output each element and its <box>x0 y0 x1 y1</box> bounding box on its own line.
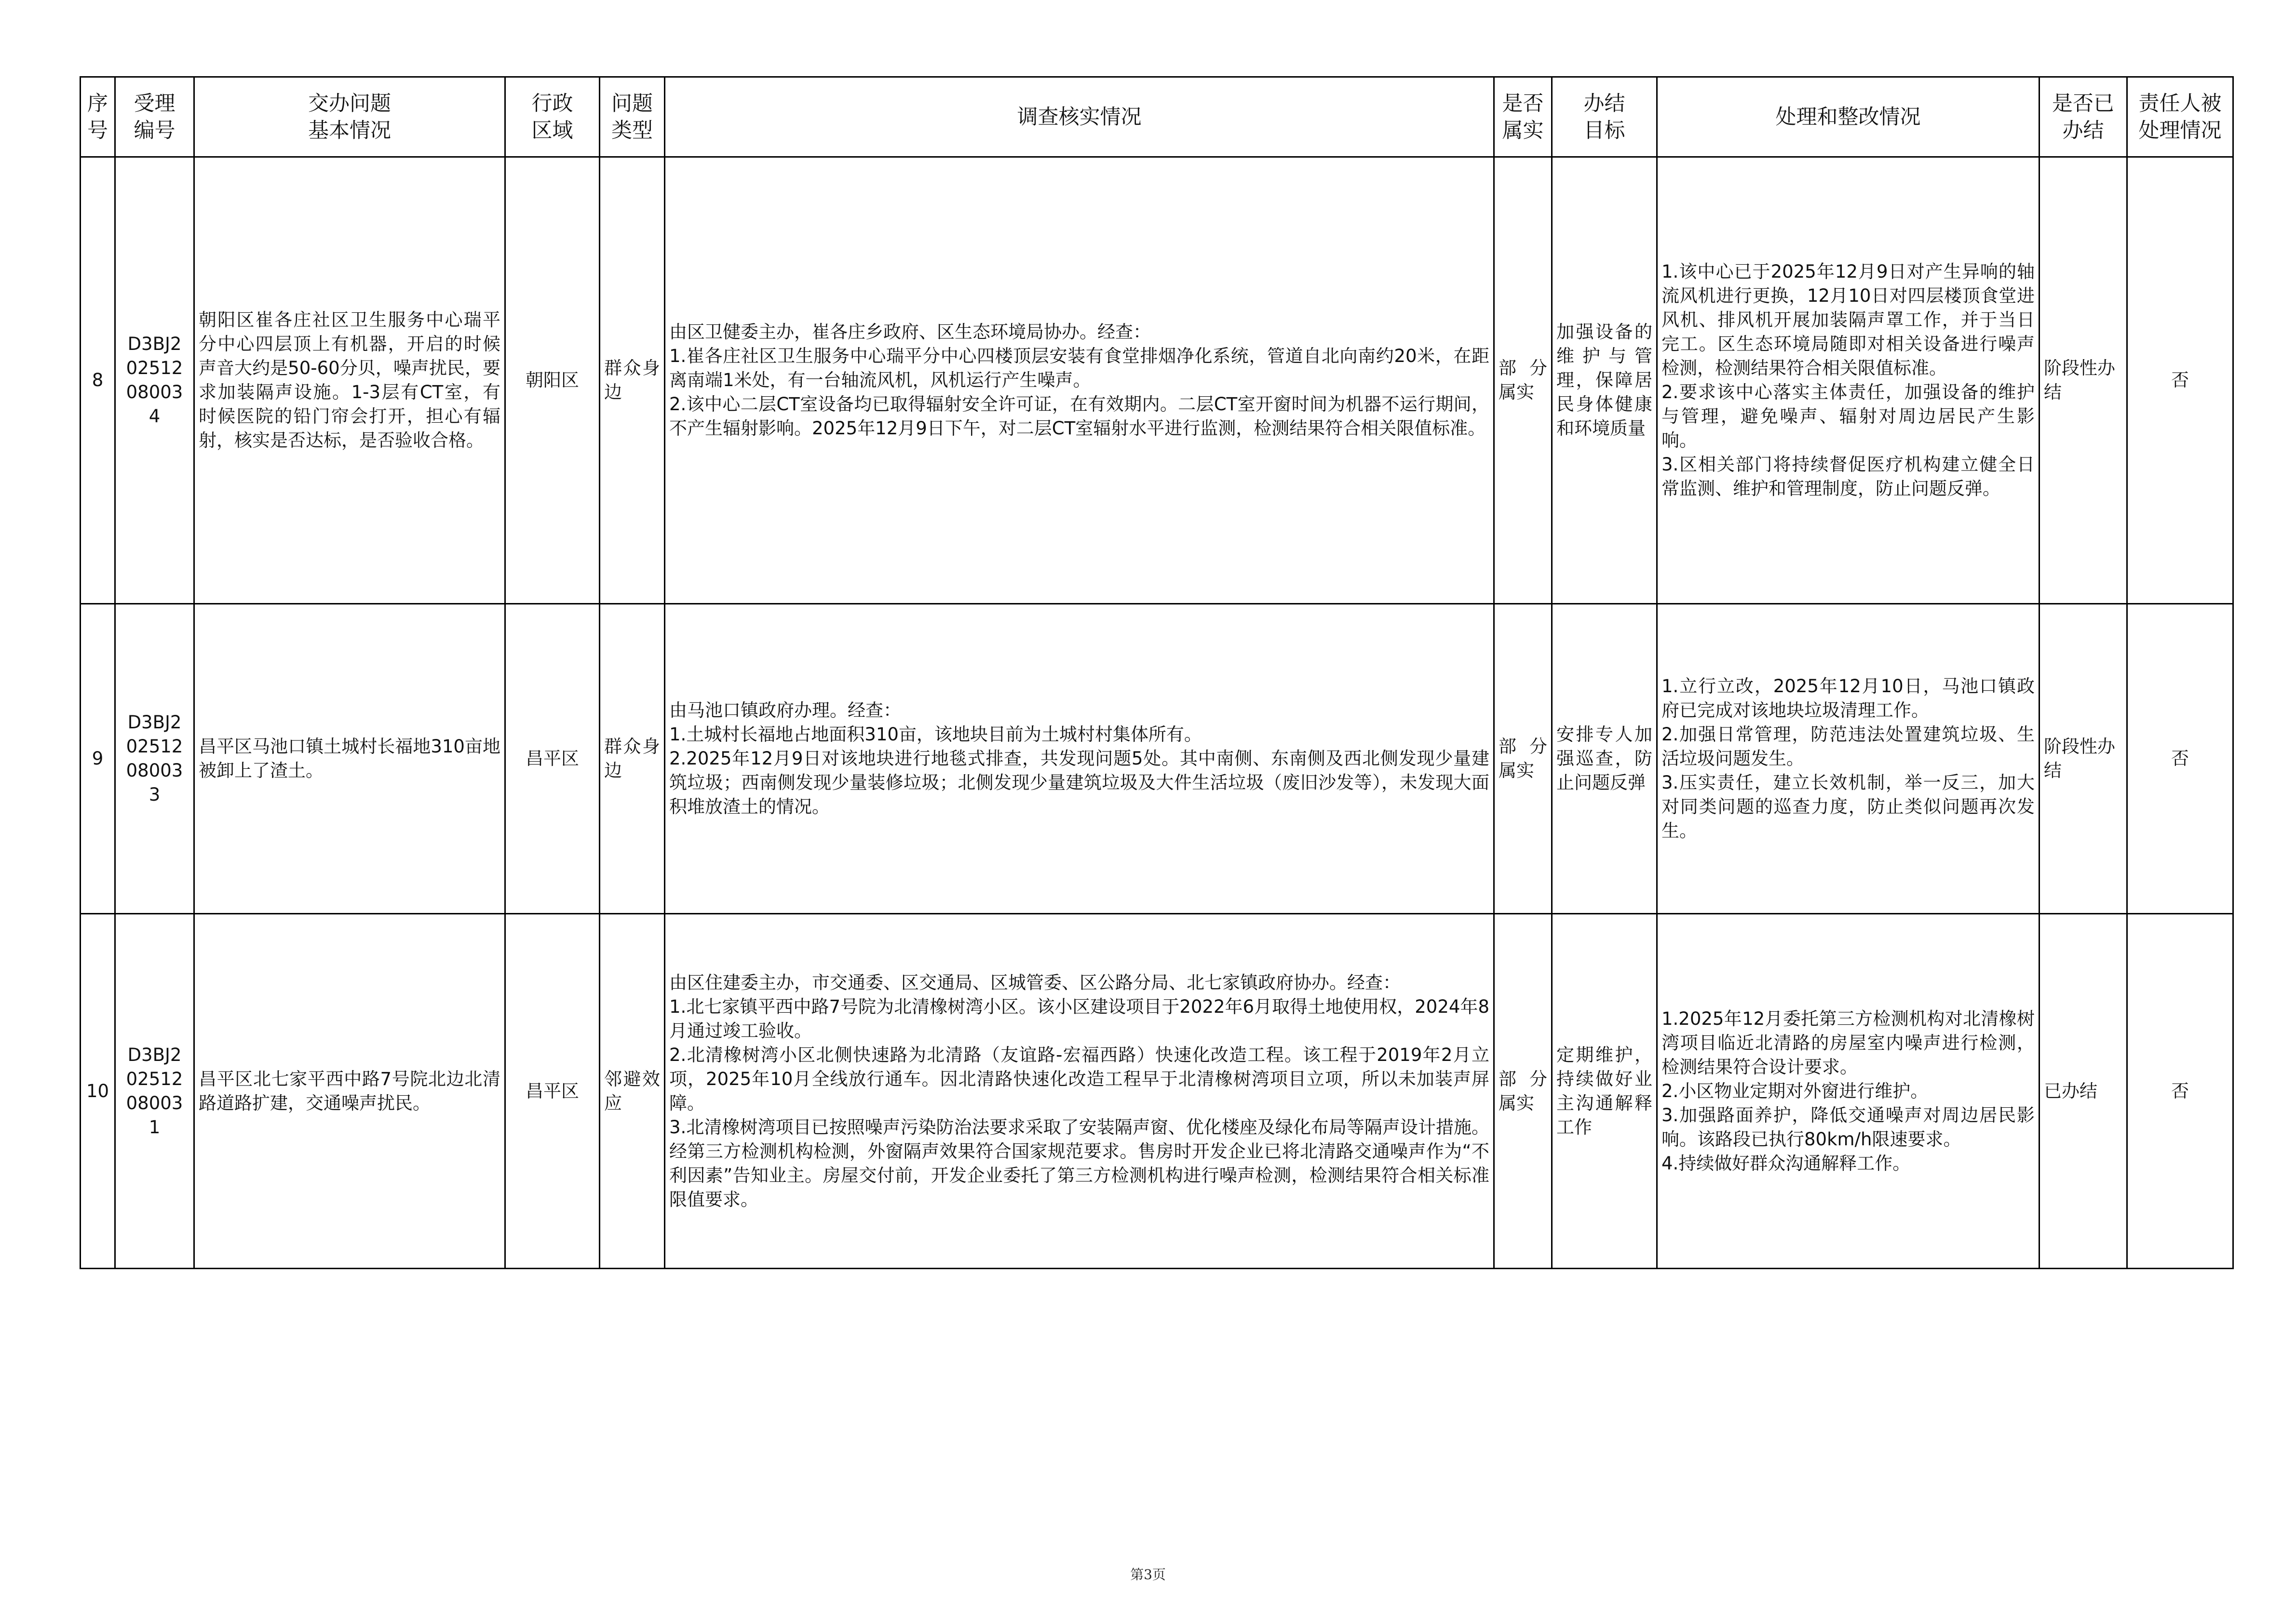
cell-investigation: 由区住建委主办，市交通委、区交通局、区城管委、区公路分局、北七家镇政府协办。经查： 1.北七家镇平西中路7号院为北清橡树湾小区。该小区建设项目于2022年6月取得土地使用权，2024年8月通过竣工验收。 2.北清橡树湾小区北侧快速路为北清路（友谊路-宏福西路）快速化改造工程。该工程于2019年2月立项，2025年10月全线放行通车。因北清路快速化改造工程早于北清橡树湾项目立项，所以未加装声屏障。 3.北清橡树湾项目已按照噪声污染防治法要求采取了安装隔声窗、优化楼座及绿化布局等隔声设计措施。经第三方检测机构检测，外窗隔声效果符合国家规范要求。售房时开发企业已将北清路交通噪声作为“不利因素”告知业主。房屋交付前，开发企业委托了第三方检测机构进行噪声检测，检测结果符合相关标准限值要求。 <box>665 914 1494 1269</box>
table-row <box>81 157 2233 604</box>
cell-closed: 阶段性办结 <box>2039 157 2127 604</box>
header-goal: 办结 目标 <box>1552 77 1657 157</box>
cell-district: 朝阳区 <box>505 157 600 604</box>
cell-penalty: 否 <box>2127 604 2233 914</box>
cell-verified: 部分属实 <box>1494 157 1552 604</box>
cell-handling: 1.该中心已于2025年12月9日对产生异响的轴流风机进行更换，12月10日对四层楼顶食堂进风机、排风机开展加装隔声罩工作，并于当日完工。区生态环境局随即对相关设备进行噪声检测，检测结果符合相关限值标准。 2.要求该中心落实主体责任，加强设备的维护与管理，避免噪声、辐射对周边居民产生影响。 3.区相关部门将持续督促医疗机构建立健全日常监测、维护和管理制度，防止问题反弹。 <box>1657 157 2039 604</box>
header-code: 受理 编号 <box>115 77 194 157</box>
cell-code: D3BJ2 02512 08003 4 <box>115 157 194 604</box>
cell-district: 昌平区 <box>505 914 600 1269</box>
cell-goal: 定期维护，持续做好业主沟通解释工作 <box>1552 914 1657 1269</box>
header-issue: 交办问题 基本情况 <box>194 77 505 157</box>
cell-handling: 1.立行立改，2025年12月10日，马池口镇政府已完成对该地块垃圾清理工作。 2.加强日常管理，防范违法处置建筑垃圾、生活垃圾问题发生。 3.压实责任，建立长效机制，举一反三，加大对同类问题的巡查力度，防止类似问题再次发生。 <box>1657 604 2039 914</box>
cell-penalty: 否 <box>2127 157 2233 604</box>
header-verified: 是否 属实 <box>1494 77 1552 157</box>
cell-issue: 朝阳区崔各庄社区卫生服务中心瑞平分中心四层顶上有机器，开启的时候声音大约是50-60分贝，噪声扰民，要求加装隔声设施。1-3层有CT室，有时候医院的铅门帘会打开，担心有辐射，核实是否达标，是否验收合格。 <box>194 157 505 604</box>
cell-seq: 9 <box>81 604 115 914</box>
supervision-table <box>80 76 2234 1269</box>
cell-goal: 安排专人加强巡查，防止问题反弹 <box>1552 604 1657 914</box>
cell-goal: 加强设备的维护与管理，保障居民身体健康和环境质量 <box>1552 157 1657 604</box>
cell-code: D3BJ2 02512 08003 1 <box>115 914 194 1269</box>
cell-penalty: 否 <box>2127 914 2233 1269</box>
cell-issue: 昌平区马池口镇土城村长福地310亩地被卸上了渣土。 <box>194 604 505 914</box>
header-type: 问题 类型 <box>600 77 665 157</box>
header-handling: 处理和整改情况 <box>1657 77 2039 157</box>
cell-handling: 1.2025年12月委托第三方检测机构对北清橡树湾项目临近北清路的房屋室内噪声进行检测，检测结果符合设计要求。 2.小区物业定期对外窗进行维护。 3.加强路面养护，降低交通噪声对周边居民影响。该路段已执行80km/h限速要求。 4.持续做好群众沟通解释工作。 <box>1657 914 2039 1269</box>
cell-code: D3BJ2 02512 08003 3 <box>115 604 194 914</box>
cell-type: 群众身边 <box>600 157 665 604</box>
cell-verified: 部分属实 <box>1494 604 1552 914</box>
table-row <box>81 914 2233 1269</box>
cell-closed: 阶段性办结 <box>2039 604 2127 914</box>
table-row <box>81 604 2233 914</box>
cell-issue: 昌平区北七家平西中路7号院北边北清路道路扩建，交通噪声扰民。 <box>194 914 505 1269</box>
cell-investigation: 由区卫健委主办，崔各庄乡政府、区生态环境局协办。经查： 1.崔各庄社区卫生服务中心瑞平分中心四楼顶层安装有食堂排烟净化系统，管道自北向南约20米，在距离南端1米处，有一台轴流风机，风机运行产生噪声。 2.该中心二层CT室设备均已取得辐射安全许可证，在有效期内。二层CT室开窗时间为机器不运行期间，不产生辐射影响。2025年12月9日下午，对二层CT室辐射水平进行监测，检测结果符合相关限值标准。 <box>665 157 1494 604</box>
cell-seq: 10 <box>81 914 115 1269</box>
header-district: 行政 区域 <box>505 77 600 157</box>
header-row <box>81 77 2233 157</box>
header-seq: 序 号 <box>81 77 115 157</box>
header-penalty: 责任人被 处理情况 <box>2127 77 2233 157</box>
cell-type: 邻避效应 <box>600 914 665 1269</box>
cell-type: 群众身边 <box>600 604 665 914</box>
cell-seq: 8 <box>81 157 115 604</box>
header-closed: 是否已 办结 <box>2039 77 2127 157</box>
page-number: 第3页 <box>1130 1567 1166 1583</box>
cell-verified: 部分属实 <box>1494 914 1552 1269</box>
cell-investigation: 由马池口镇政府办理。经查： 1.土城村长福地占地面积310亩，该地块目前为土城村村集体所有。 2.2025年12月9日对该地块进行地毯式排查，共发现问题5处。其中南侧、东南侧及西北侧发现少量建筑垃圾；西南侧发现少量装修垃圾；北侧发现少量建筑垃圾及大件生活垃圾（废旧沙发等），未发现大面积堆放渣土的情况。 <box>665 604 1494 914</box>
cell-closed: 已办结 <box>2039 914 2127 1269</box>
cell-district: 昌平区 <box>505 604 600 914</box>
header-investigation: 调查核实情况 <box>665 77 1494 157</box>
